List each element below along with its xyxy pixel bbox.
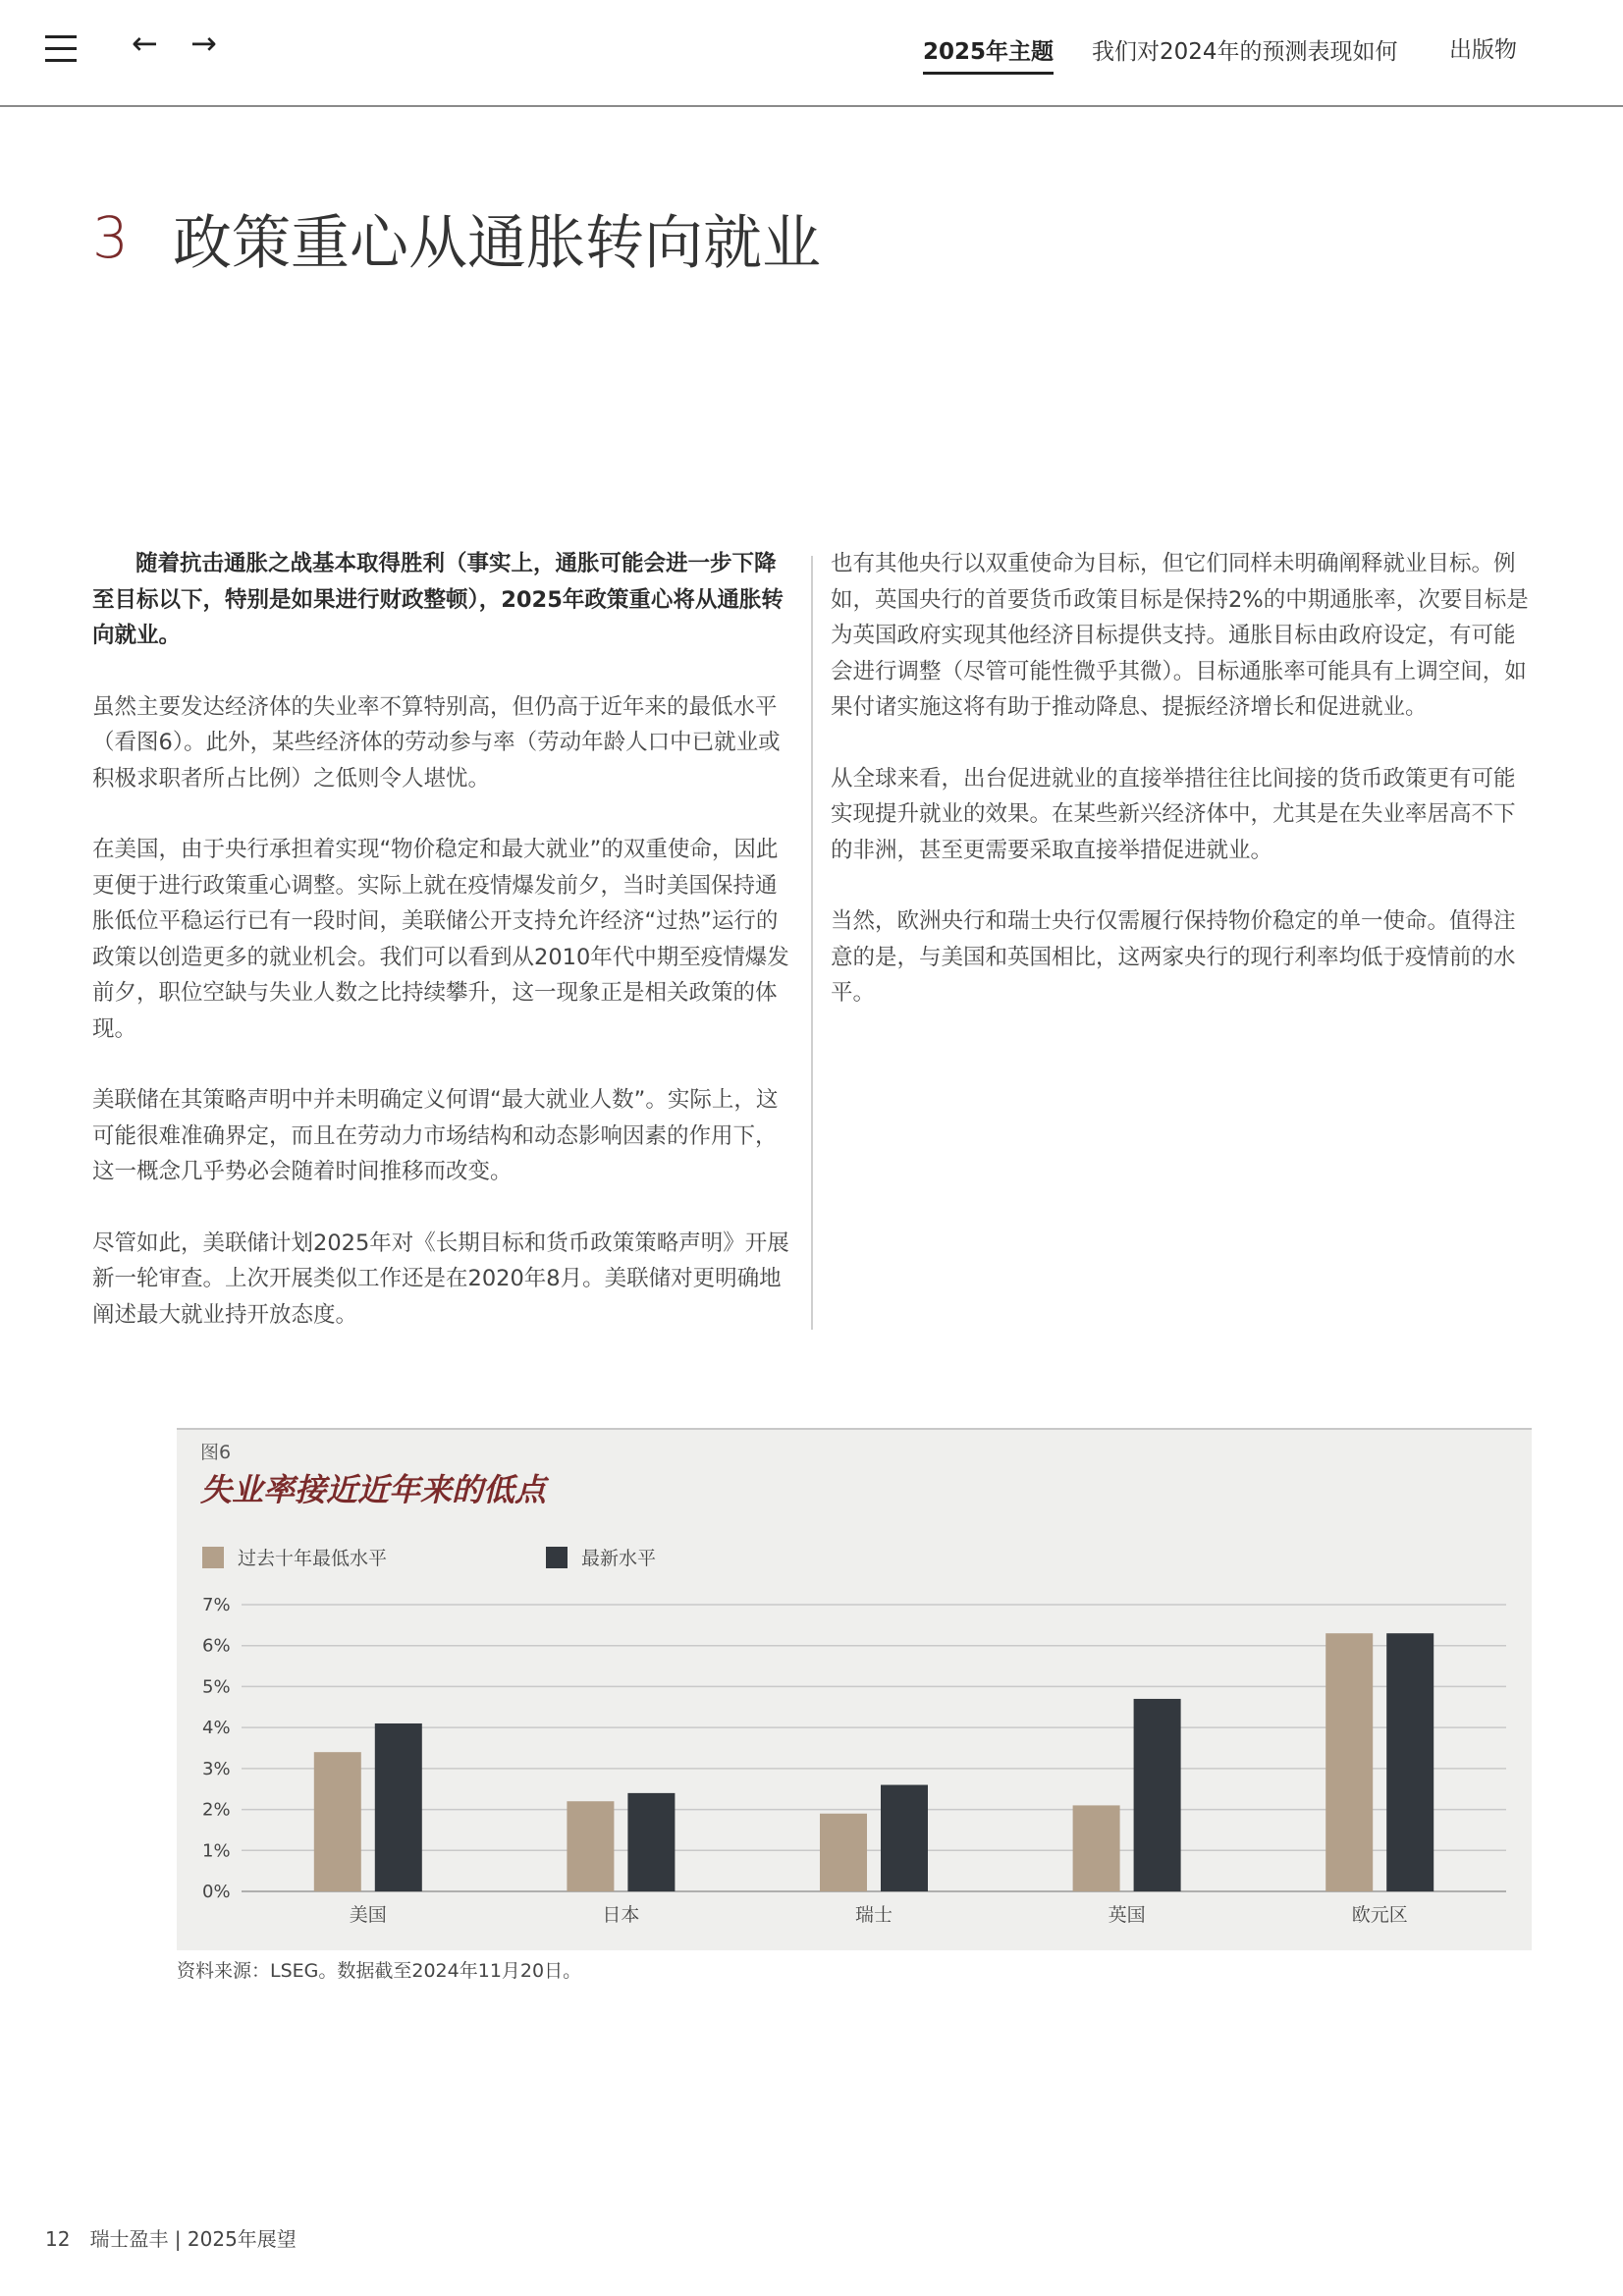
bar-chart: [177, 1430, 1532, 1950]
page-footer: [45, 2223, 297, 2252]
top-navigation-bar: [0, 0, 1623, 107]
figure-label: 图6: [200, 1442, 232, 1463]
y-tick-label: 4%: [202, 1718, 231, 1739]
nav-link-2024-forecast-review[interactable]: 我们对2024年的预测表现如何: [1092, 39, 1398, 65]
body-paragraph: 当然，欧洲央行和瑞士央行仅需履行保持物价稳定的单一使命。值得注意的是，与美国和英国相比，这两家央行的现行利率均低于疫情前的水平。: [831, 908, 1516, 1006]
legend-label: 过去十年最低水平: [238, 1548, 388, 1569]
bar-latest: [1386, 1633, 1434, 1891]
x-category-label: 美国: [349, 1904, 387, 1926]
x-category-label: 日本: [602, 1904, 640, 1926]
body-paragraph: 从全球来看，出台促进就业的直接举措往往比间接的货币政策更有可能实现提升就业的效果。在某些新兴经济体中，尤其是在失业率居高不下的非洲，甚至更需要采取直接举措促进就业。: [831, 765, 1516, 863]
y-tick-label: 1%: [202, 1840, 231, 1862]
page-number: 12: [45, 2227, 71, 2251]
x-category-label: 欧元区: [1351, 1904, 1408, 1926]
body-paragraph: 美联储在其策略声明中并未明确定义何谓“最大就业人数”。实际上，这可能很难准确界定，而且在劳动力市场结构和动态影响因素的作用下，这一概念几乎势必会随着时间推移而改变。: [92, 1087, 779, 1184]
footer-text: 瑞士盈丰 | 2025年展望: [89, 2227, 297, 2251]
bar-decade-low: [1325, 1633, 1373, 1891]
left-text-column: [92, 546, 791, 1368]
body-paragraph: 也有其他央行以双重使命为目标，但它们同样未明确阐释就业目标。例如，英国央行的首要货币政策目标是保持2%的中期通胀率，次要目标是为英国政府实现其他经济目标提供支持。通胀目标由政府设定，有可能会进行调整（尽管可能性微乎其微）。目标通胀率可能具有上调空间，如果付诸实施这将有助于推动降息、提振经济增长和促进就业。: [831, 551, 1529, 720]
lead-paragraph: 随着抗击通胀之战基本取得胜利（事实上，通胀可能会进一步下降至目标以下，特别是如果进行财政整顿），2025年政策重心将从通胀转向就业。: [92, 551, 784, 648]
bar-decade-low: [314, 1752, 361, 1891]
section-number: 3: [92, 204, 129, 271]
right-text-column: [831, 546, 1530, 1047]
bar-latest: [627, 1793, 675, 1891]
bar-decade-low: [567, 1801, 614, 1891]
figure-6-chart-panel: [177, 1428, 1532, 1950]
arrow-right-icon[interactable]: →: [190, 25, 217, 62]
nav-link-publications[interactable]: 出版物: [1449, 37, 1517, 63]
page-title: 政策重心从通胀转向就业: [173, 209, 821, 278]
body-paragraph: 尽管如此，美联储计划2025年对《长期目标和货币政策策略声明》开展新一轮审查。上次开展类似工作还是在2020年8月。美联储对更明确地阐述最大就业持开放态度。: [92, 1230, 789, 1328]
x-category-label: 瑞士: [854, 1904, 893, 1926]
y-tick-label: 6%: [202, 1635, 231, 1657]
y-tick-label: 0%: [202, 1882, 231, 1902]
legend-label: 最新水平: [581, 1548, 657, 1569]
body-paragraph: 虽然主要发达经济体的失业率不算特别高，但仍高于近年来的最低水平（看图6）。此外，某些经济体的劳动参与率（劳动年龄人口中已就业或积极求职者所占比例）之低则令人堪忧。: [92, 693, 781, 792]
y-tick-label: 5%: [202, 1676, 231, 1698]
y-tick-label: 2%: [202, 1799, 231, 1821]
bar-latest: [881, 1785, 928, 1891]
chart-title: 失业率接近近年来的低点: [200, 1471, 547, 1508]
nav-link-2025-themes[interactable]: 2025年主题: [923, 33, 1054, 75]
bar-latest: [1134, 1699, 1181, 1891]
y-tick-label: 7%: [202, 1595, 231, 1615]
bar-decade-low: [1073, 1805, 1120, 1891]
hamburger-menu-icon[interactable]: [45, 35, 77, 63]
arrow-left-icon[interactable]: ←: [132, 25, 158, 62]
x-category-label: 英国: [1108, 1904, 1146, 1926]
bar-latest: [375, 1723, 422, 1891]
column-divider: [811, 556, 813, 1330]
bar-decade-low: [820, 1814, 867, 1891]
chart-source-note: 资料来源：LSEG。数据截至2024年11月20日。: [177, 1960, 582, 1982]
y-tick-label: 3%: [202, 1758, 231, 1779]
body-paragraph: 在美国，由于央行承担着实现“物价稳定和最大就业”的双重使命，因此更便于进行政策重心调整。实际上就在疫情爆发前夕，当时美国保持通胀低位平稳运行已有一段时间，美联储公开支持允许经济“过热”运行的政策以创造更多的就业机会。我们可以看到从2010年代中期至疫情爆发前夕，职位空缺与失业人数之比持续攀升，这一现象正是相关政策的体现。: [92, 837, 789, 1042]
